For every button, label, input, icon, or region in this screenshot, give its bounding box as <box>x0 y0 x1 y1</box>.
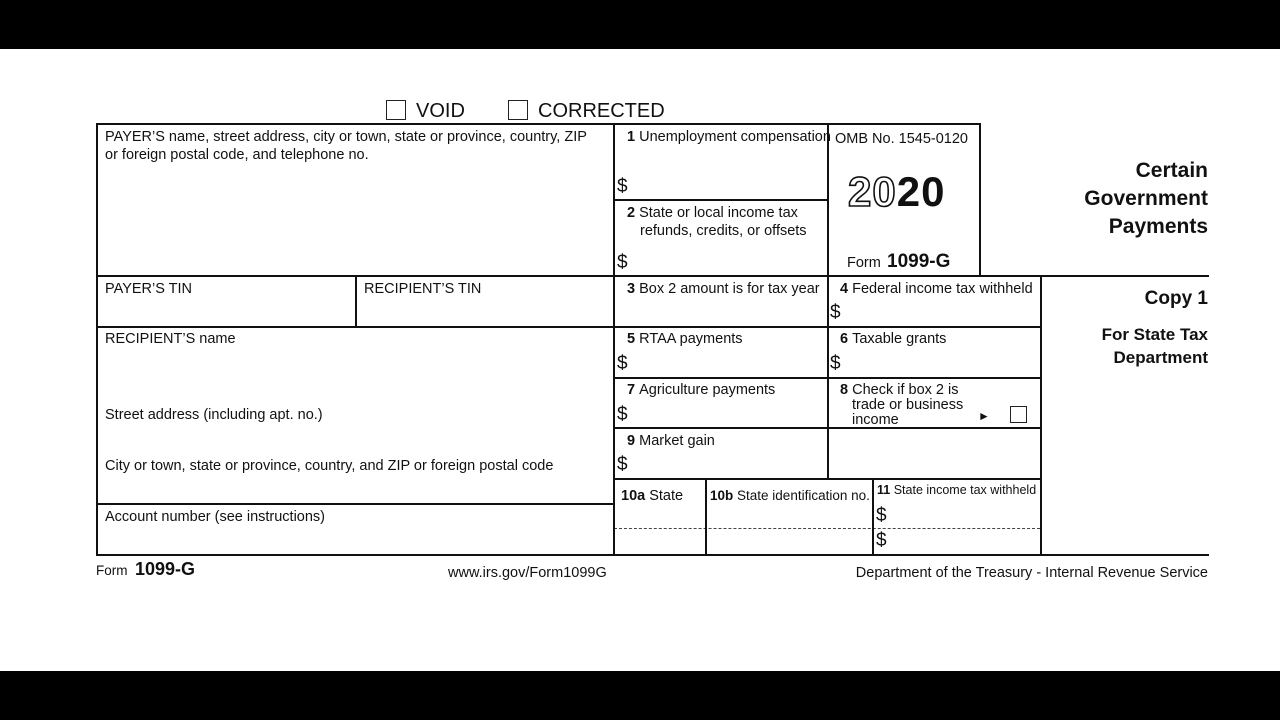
footer-url: www.irs.gov/Form1099G <box>448 565 607 581</box>
grid-line <box>96 123 98 556</box>
void-checkbox[interactable] <box>386 100 406 120</box>
box1-field[interactable] <box>632 175 824 197</box>
for-state-line-1: For State Tax <box>1101 325 1208 344</box>
box11-dollar-2: $ <box>876 530 887 551</box>
box6-dollar: $ <box>830 353 841 374</box>
recipient-name-label: RECIPIENT’S name <box>105 331 236 347</box>
box2-dollar: $ <box>617 252 628 273</box>
grid-line <box>613 123 615 556</box>
box1-dollar: $ <box>617 176 628 197</box>
omb-number: OMB No. 1545-0120 <box>835 131 968 147</box>
box9-label: 9 Market gain <box>627 433 715 449</box>
title-line-1: Certain <box>1135 159 1208 182</box>
box8-arrow-icon: ► <box>978 409 990 423</box>
box7-dollar: $ <box>617 404 628 425</box>
payer-name-field[interactable] <box>99 165 611 273</box>
box11-field-2[interactable] <box>891 530 1037 552</box>
title-line-3: Payments <box>1108 215 1208 238</box>
box11-label: 11 State income tax withheld <box>877 483 1037 497</box>
city-label: City or town, state or province, country, and ZIP or foreign postal code <box>105 458 554 474</box>
omb-form-word: Form <box>847 255 881 271</box>
box3-label: 3 Box 2 amount is for tax year <box>627 281 820 297</box>
grid-line <box>827 123 829 478</box>
payer-tin-label: PAYER’S TIN <box>105 281 193 297</box>
box7-label: 7 Agriculture payments <box>627 382 776 398</box>
account-number-label: Account number (see instructions) <box>105 509 326 525</box>
street-address-field[interactable] <box>99 425 611 455</box>
box9-dollar: $ <box>617 454 628 475</box>
box6-field[interactable] <box>845 351 1037 375</box>
corrected-label: CORRECTED <box>538 100 665 122</box>
street-address-label: Street address (including apt. no.) <box>105 407 323 423</box>
footer-agency: Department of the Treasury - Internal Revenue Service <box>855 565 1208 581</box>
box2-field[interactable] <box>632 249 824 273</box>
box10b-label: 10b State identification no. <box>710 488 870 503</box>
recipient-tin-field[interactable] <box>358 299 612 325</box>
box11-field-1[interactable] <box>891 505 1037 527</box>
grid-line <box>96 275 1209 277</box>
box5-label: 5 RTAA payments <box>627 331 743 347</box>
grid-line <box>96 326 1040 328</box>
dashed-divider <box>614 528 1040 529</box>
box10a-field-1[interactable] <box>616 505 703 527</box>
grid-line <box>705 478 707 556</box>
box4-field[interactable] <box>845 301 1037 325</box>
box10a-label: 10a State <box>621 488 684 504</box>
box8-label-3: income <box>852 412 899 428</box>
payer-tin-field[interactable] <box>99 299 353 325</box>
box7-field[interactable] <box>632 401 824 425</box>
grid-line <box>96 123 980 125</box>
account-number-field[interactable] <box>99 527 611 553</box>
grid-line <box>979 123 981 276</box>
grid-line <box>872 478 874 556</box>
box10b-field-1[interactable] <box>708 505 870 527</box>
box3-field[interactable] <box>617 301 824 325</box>
box5-field[interactable] <box>632 351 824 375</box>
corrected-checkbox[interactable] <box>508 100 528 120</box>
recipient-name-field[interactable] <box>99 349 611 401</box>
form-1099g-page <box>0 49 1280 671</box>
footer-form-word: Form <box>96 563 128 578</box>
box5-dollar: $ <box>617 353 628 374</box>
grid-line <box>96 503 614 505</box>
box11-dollar-1: $ <box>876 505 887 526</box>
box8-checkbox[interactable] <box>1010 406 1027 423</box>
box6-label: 6 Taxable grants <box>840 331 947 347</box>
box10a-field-2[interactable] <box>616 530 703 552</box>
box2-label-2: refunds, credits, or offsets <box>640 223 807 239</box>
void-label: VOID <box>416 100 465 122</box>
box9-field[interactable] <box>632 452 824 476</box>
grid-line <box>614 478 1040 480</box>
grid-line <box>614 199 827 201</box>
box2-label: 2 State or local income tax <box>627 205 798 221</box>
box8-label-2: trade or business <box>852 397 964 413</box>
payer-name-label: PAYER’S name, street address, city or town, state or province, country, ZIP <box>105 129 587 145</box>
copy-label: Copy 1 <box>1144 288 1208 309</box>
for-state-line-2: Department <box>1113 348 1208 367</box>
footer-form-number: 1099-G <box>135 559 196 579</box>
city-field[interactable] <box>99 476 611 502</box>
box4-dollar: $ <box>830 302 841 323</box>
box8-label: 8 Check if box 2 is <box>840 382 959 398</box>
grid-line <box>1040 275 1042 556</box>
box4-label: 4 Federal income tax withheld <box>840 281 1033 297</box>
grid-line <box>96 554 1209 556</box>
tax-year: 2020 <box>848 168 946 215</box>
box10b-field-2[interactable] <box>708 530 870 552</box>
grid-line <box>355 275 357 327</box>
recipient-tin-label: RECIPIENT’S TIN <box>364 281 482 297</box>
payer-name-label-2: or foreign postal code, and telephone no. <box>105 147 369 163</box>
title-line-2: Government <box>1084 187 1208 210</box>
omb-form-number: 1099-G <box>887 251 951 272</box>
box1-label: 1 Unemployment compensation <box>627 129 831 145</box>
